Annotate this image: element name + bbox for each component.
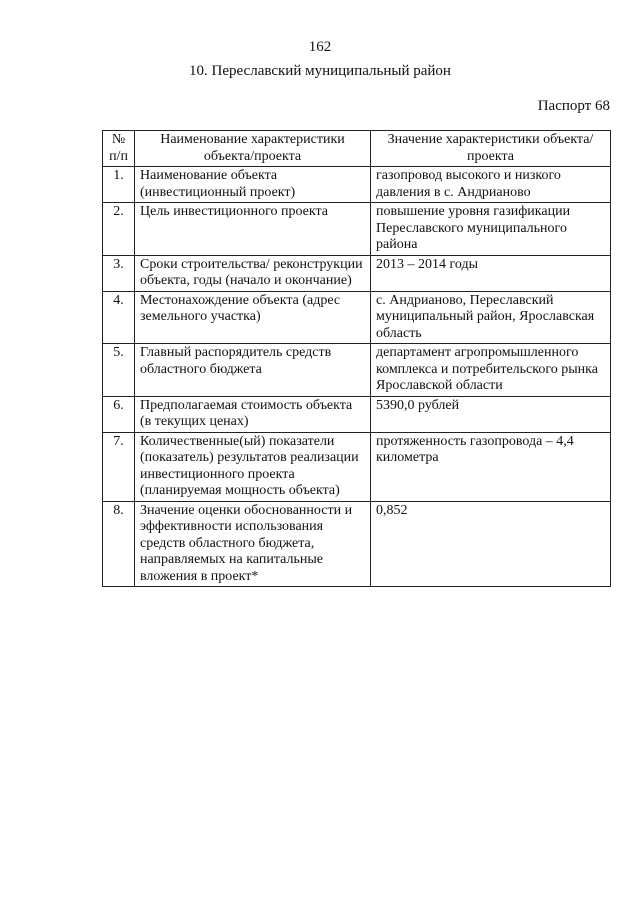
row-number: 6. — [103, 396, 135, 432]
row-value: протяженность газопровода – 4,4 километра — [371, 432, 611, 501]
column-header-value: Значение характеристики объекта/проекта — [371, 131, 611, 167]
row-value: газопровод высокого и низкого давления в с. Андрианово — [371, 167, 611, 203]
row-number: 7. — [103, 432, 135, 501]
table-row — [103, 501, 611, 587]
column-header-name: Наименование характеристики объекта/проекта — [135, 131, 371, 167]
row-number: 4. — [103, 291, 135, 344]
table-row — [103, 167, 611, 203]
column-header-number: № п/п — [103, 131, 135, 167]
row-name: Количественные(ый) показатели (показатель) результатов реализации инвестиционного проекта (планируемая мощность объекта) — [135, 432, 371, 501]
row-value: с. Андрианово, Переславский муниципальный район, Ярославская область — [371, 291, 611, 344]
row-number: 8. — [103, 501, 135, 587]
row-name: Цель инвестиционного проекта — [135, 203, 371, 256]
row-name: Значение оценки обоснованности и эффективности использования средств областного бюджета, направляемых на капитальные вложения в проект* — [135, 501, 371, 587]
row-name: Наименование объекта (инвестиционный проект) — [135, 167, 371, 203]
section-title: 10. Переславский муниципальный район — [189, 63, 451, 79]
passport-label: Паспорт 68 — [537, 98, 610, 114]
row-name: Местонахождение объекта (адрес земельного участка) — [135, 291, 371, 344]
passport-table — [102, 130, 611, 587]
table-row — [103, 344, 611, 397]
table-header-row — [103, 131, 611, 167]
table-row — [103, 396, 611, 432]
row-value: 5390,0 рублей — [371, 396, 611, 432]
row-name: Сроки строительства/ реконструкции объекта, годы (начало и окончание) — [135, 255, 371, 291]
row-value: 0,852 — [371, 501, 611, 587]
row-value: департамент агропромышленного комплекса и потребительского рынка Ярославской области — [371, 344, 611, 397]
row-name: Предполагаемая стоимость объекта (в текущих ценах) — [135, 396, 371, 432]
row-number: 3. — [103, 255, 135, 291]
table-row — [103, 432, 611, 501]
row-number: 2. — [103, 203, 135, 256]
table-row — [103, 203, 611, 256]
row-name: Главный распорядитель средств областного бюджета — [135, 344, 371, 397]
table-row — [103, 291, 611, 344]
row-value: 2013 – 2014 годы — [371, 255, 611, 291]
page-number: 162 — [308, 39, 332, 55]
row-number: 5. — [103, 344, 135, 397]
row-number: 1. — [103, 167, 135, 203]
table-row — [103, 255, 611, 291]
row-value: повышение уровня газификации Переславского муниципального района — [371, 203, 611, 256]
